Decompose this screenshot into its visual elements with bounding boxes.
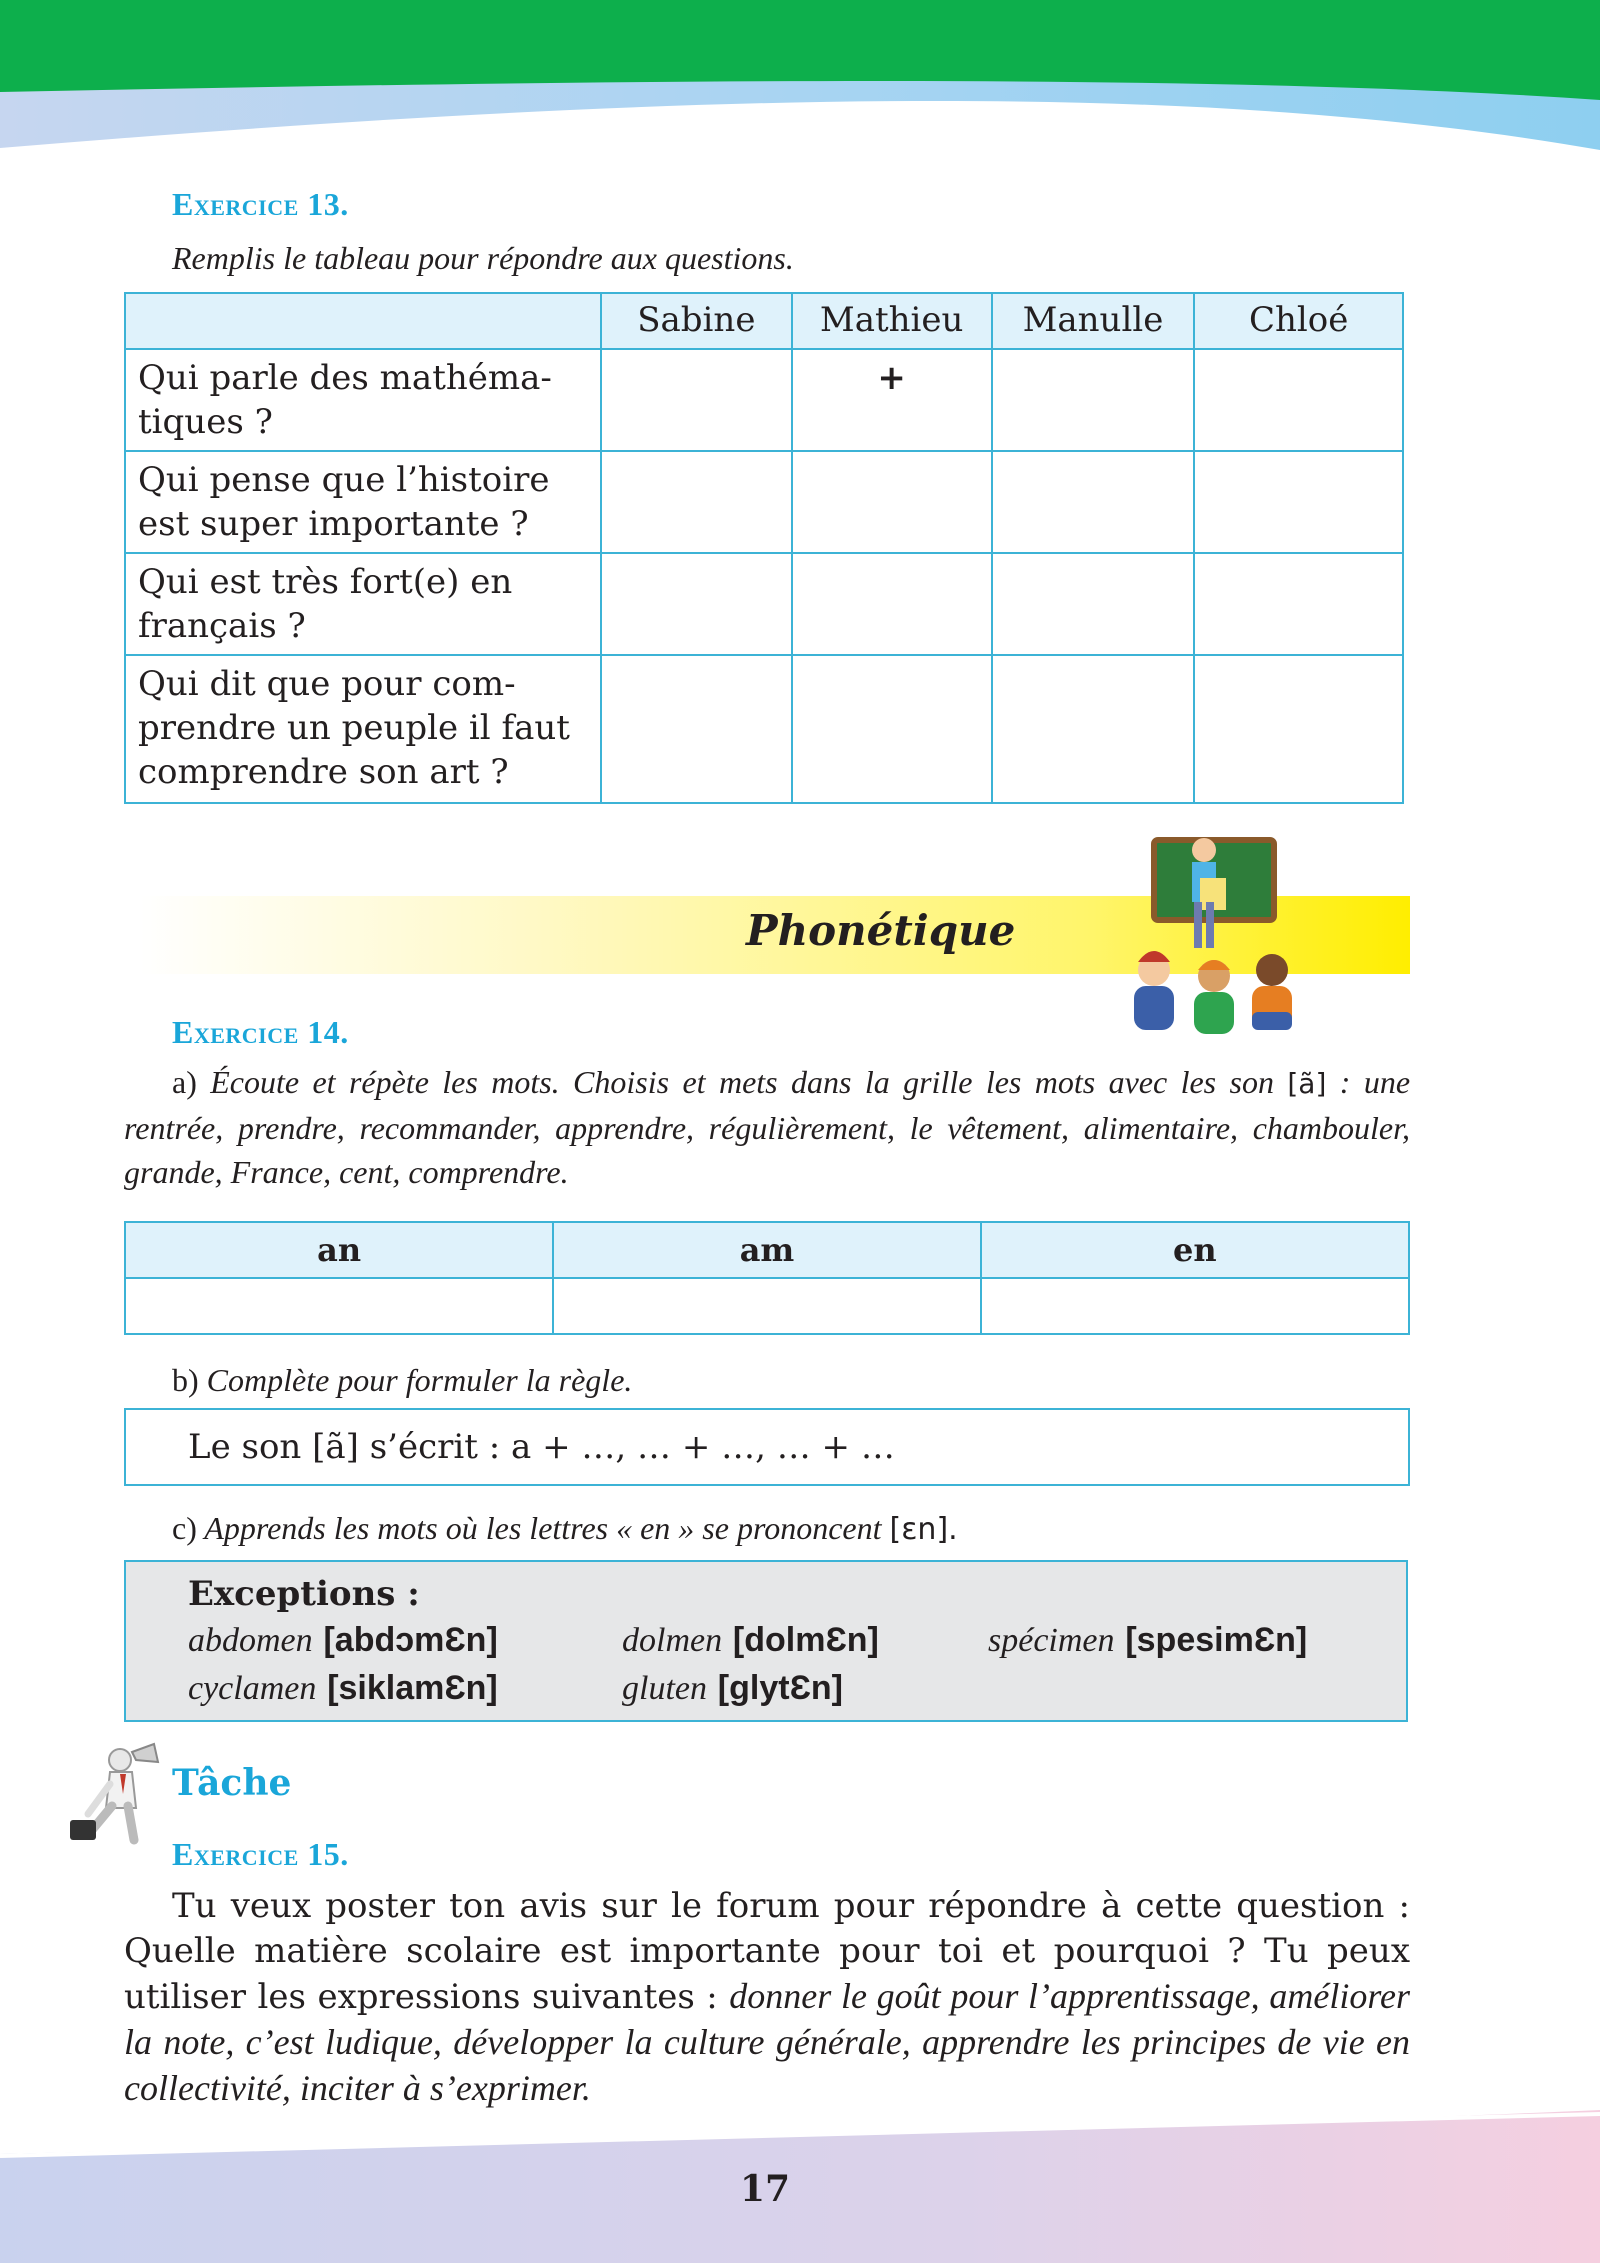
header-cell-mathieu: Mathieu [792,293,992,349]
part-a-words: : une rentrée, prendre, recommander, apprendre, régulièrement, le vêtement, alimentaire, chambouler, grande, France, cent, comprendre. [124,1064,1411,1190]
table-header-row [125,293,1403,349]
grid-header-en: en [981,1222,1409,1278]
question-cell: Qui est très fort(e) en français ? [125,553,601,655]
answer-cell[interactable] [992,451,1195,553]
grid-answer-row [125,1278,1409,1334]
rule-box[interactable]: Le son [ã] s’écrit : a + …, … + …, … + … [124,1408,1410,1486]
exceptions-box [124,1560,1408,1722]
header-cell-chloe: Chloé [1194,293,1403,349]
grid-header-row [125,1222,1409,1278]
top-header-band [0,0,1600,160]
exercise-14-c-instruction [172,1506,958,1552]
grid-answer-am[interactable] [553,1278,980,1334]
part-c-text: Apprends les mots où les lettres « en » se prononcent [196,1510,890,1546]
part-a-sound: [ã] [1287,1067,1327,1100]
exercise-14-a-instruction [124,1060,1410,1194]
answer-cell[interactable] [601,553,792,655]
table-row [125,553,1403,655]
part-b-text: Complète pour formuler la règle. [198,1362,633,1398]
exceptions-title: Exceptions : [188,1574,420,1614]
exception-item [188,1620,498,1660]
grid-header-an: an [125,1222,553,1278]
exercise-13-heading: Exercice 13. [172,186,349,222]
answer-cell[interactable] [992,553,1195,655]
grid-answer-an[interactable] [125,1278,553,1334]
answer-cell[interactable] [1194,655,1403,803]
exception-item [188,1668,498,1708]
footer-band [0,2110,1600,2263]
exception-phonetic: [siklamƐn] [327,1669,498,1707]
tache-title: Tâche [172,1762,292,1804]
header-cell-manulle: Manulle [992,293,1195,349]
exercise-14-b-instruction [172,1358,632,1402]
answer-cell[interactable] [1194,553,1403,655]
exercise-13-instruction: Remplis le tableau pour répondre aux questions. [172,240,794,276]
table-row [125,655,1403,803]
exception-phonetic: [dolmƐn] [732,1621,879,1659]
exception-phonetic: [spesimƐn] [1125,1621,1308,1659]
exception-item [622,1620,879,1660]
exercise-15-expressions: donner le goût pour l’apprentissage, améliorer la note, c’est ludique, développer la culture générale, apprendre les principes de vie en collectivité, inciter à s’exprimer. [124,1976,1410,2108]
exception-phonetic: [abdɔmƐn] [323,1621,498,1659]
exception-word: gluten [622,1670,707,1707]
part-c-label: c) [172,1510,197,1546]
answer-cell[interactable] [601,451,792,553]
exception-word: spécimen [988,1622,1115,1659]
answer-cell[interactable] [1194,451,1403,553]
answer-cell[interactable]: + [792,349,992,451]
exception-item [622,1668,843,1708]
part-a-label: a) [172,1064,197,1100]
classroom-kids-illustration-icon [1120,830,1310,1040]
answer-cell[interactable] [992,349,1195,451]
exception-word: abdomen [188,1622,313,1659]
answer-cell[interactable] [792,655,992,803]
answer-cell[interactable] [1194,349,1403,451]
page-number: 17 [740,2168,791,2210]
exercise-15-heading: Exercice 15. [172,1836,349,1872]
header-cell-sabine: Sabine [601,293,792,349]
grid-header-am: am [553,1222,980,1278]
answer-cell[interactable] [992,655,1195,803]
question-cell: Qui pense que l’histoire est super importante ? [125,451,601,553]
exception-item [988,1620,1307,1660]
exercise-15-paragraph [124,1884,1410,2112]
phonetique-title: Phonétique [746,906,1016,955]
exception-word: dolmen [622,1622,723,1659]
exception-word: cyclamen [188,1670,317,1707]
exercise-13-table [124,292,1404,804]
grid-answer-en[interactable] [981,1278,1409,1334]
part-b-label: b) [172,1362,199,1398]
header-cell-empty [125,293,601,349]
exercise-14-heading: Exercice 14. [172,1014,349,1050]
exercise-14-grid [124,1221,1410,1335]
answer-cell[interactable] [601,655,792,803]
question-cell: Qui parle des mathéma-tiques ? [125,349,601,451]
part-a-text: Écoute et répète les mots. Choisis et mets dans la grille les mots avec les son [196,1064,1274,1100]
exception-phonetic: [glytƐn] [717,1669,843,1707]
answer-cell[interactable] [792,553,992,655]
table-row [125,349,1403,451]
answer-cell[interactable] [601,349,792,451]
answer-cell[interactable] [792,451,992,553]
businessman-megaphone-icon [62,1742,164,1848]
table-row [125,451,1403,553]
part-c-sound: [ɛn]. [889,1512,958,1547]
question-cell: Qui dit que pour com-prendre un peuple il faut comprendre son art ? [125,655,601,803]
exercise-15-text: Tu veux poster ton avis sur le forum pour répondre à cette question : Quelle matière scolaire est importante pour toi et pourquoi ? Tu peux utiliser les expressions suivantes : [124,1886,1410,2017]
